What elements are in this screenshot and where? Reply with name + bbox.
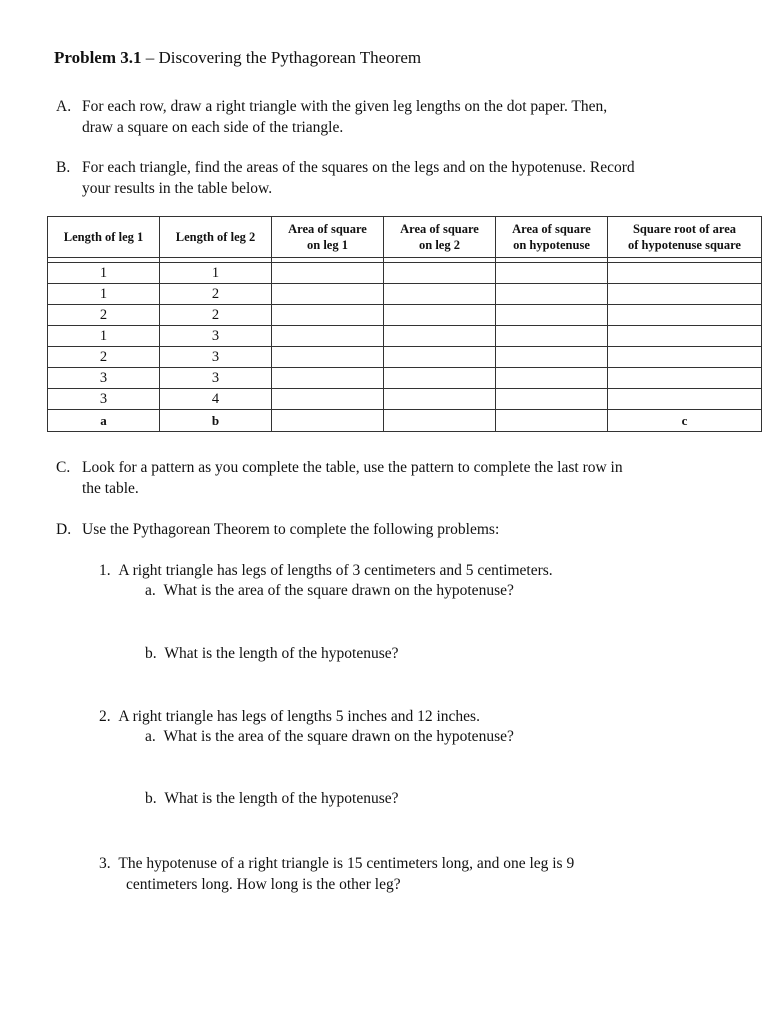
question-2-number: 2. — [99, 708, 111, 725]
header-leg-1: Length of leg 1 — [48, 217, 160, 258]
table-row — [48, 389, 762, 410]
question-2b — [145, 790, 399, 808]
table-header-row — [48, 217, 762, 258]
cell-area-leg-1 — [272, 389, 384, 410]
cell-square-root — [608, 263, 762, 284]
cell-area-leg-2 — [384, 284, 496, 305]
cell-area-leg-2 — [384, 368, 496, 389]
question-1-number: 1. — [99, 562, 111, 579]
part-c-label: C. — [56, 459, 71, 476]
question-2-text: A right triangle has legs of lengths 5 inches and 12 inches. — [118, 708, 480, 725]
question-3-line-2: centimeters long. How long is the other leg? — [126, 876, 401, 893]
cell-square-root — [608, 284, 762, 305]
cell-leg-1: 1 — [48, 263, 160, 284]
table-row — [48, 263, 762, 284]
question-3-number: 3. — [99, 855, 111, 872]
cell-area-leg-2 — [384, 347, 496, 368]
cell-square-root — [608, 389, 762, 410]
cell-leg-2: 2 — [160, 305, 272, 326]
question-2 — [99, 708, 480, 726]
problem-title: – Discovering the Pythagorean Theorem — [141, 48, 422, 67]
cell-leg-1: 3 — [48, 368, 160, 389]
part-d-line-1: Use the Pythagorean Theorem to complete the following problems: — [82, 521, 500, 538]
cell-leg-1: 1 — [48, 284, 160, 305]
cell-leg-2: 1 — [160, 263, 272, 284]
header-area-leg-1: Area of square on leg 1 — [272, 217, 384, 258]
cell-area-leg-1 — [272, 326, 384, 347]
table-row — [48, 305, 762, 326]
cell-area-hypotenuse — [496, 368, 608, 389]
table-row-variables — [48, 410, 762, 432]
part-b — [56, 157, 635, 199]
cell-leg-2: 2 — [160, 284, 272, 305]
table-row — [48, 368, 762, 389]
cell-area-leg-1 — [272, 284, 384, 305]
results-table — [47, 216, 762, 432]
cell-square-root — [608, 347, 762, 368]
cell-area-leg-1 — [272, 410, 384, 432]
question-1a-text: What is the area of the square drawn on the hypotenuse? — [163, 582, 514, 599]
cell-leg-1: 3 — [48, 389, 160, 410]
question-1a-label: a. — [145, 582, 156, 599]
cell-leg-1: 1 — [48, 326, 160, 347]
cell-area-leg-2 — [384, 263, 496, 284]
cell-square-root: c — [608, 410, 762, 432]
cell-leg-2: 3 — [160, 347, 272, 368]
cell-area-leg-1 — [272, 347, 384, 368]
cell-square-root — [608, 305, 762, 326]
problem-number: Problem 3.1 — [54, 48, 142, 67]
table-row — [48, 284, 762, 305]
cell-leg-2: b — [160, 410, 272, 432]
cell-area-leg-2 — [384, 326, 496, 347]
part-c-line-2: the table. — [82, 480, 139, 497]
cell-area-hypotenuse — [496, 410, 608, 432]
cell-leg-1: 2 — [48, 347, 160, 368]
part-a-line-1: For each row, draw a right triangle with the given leg lengths on the dot paper. Then, — [82, 98, 608, 115]
question-2a — [145, 728, 514, 746]
part-d — [56, 519, 499, 540]
cell-leg-1: 2 — [48, 305, 160, 326]
question-2b-label: b. — [145, 790, 157, 807]
part-a-line-2: draw a square on each side of the triangle. — [82, 119, 344, 136]
cell-leg-1: a — [48, 410, 160, 432]
header-square-root: Square root of area of hypotenuse square — [608, 217, 762, 258]
question-1b-label: b. — [145, 645, 157, 662]
question-1 — [99, 562, 553, 580]
page-title — [54, 48, 421, 68]
question-3 — [99, 853, 574, 895]
question-1a — [145, 582, 514, 600]
cell-area-hypotenuse — [496, 326, 608, 347]
question-2a-text: What is the area of the square drawn on the hypotenuse? — [163, 728, 514, 745]
header-area-leg-2: Area of square on leg 2 — [384, 217, 496, 258]
question-1-text: A right triangle has legs of lengths of 3 centimeters and 5 centimeters. — [118, 562, 553, 579]
cell-area-leg-1 — [272, 368, 384, 389]
part-c-line-1: Look for a pattern as you complete the table, use the pattern to complete the last row in — [82, 459, 623, 476]
cell-area-hypotenuse — [496, 263, 608, 284]
cell-area-hypotenuse — [496, 305, 608, 326]
question-2a-label: a. — [145, 728, 156, 745]
cell-area-leg-2 — [384, 410, 496, 432]
part-a — [56, 96, 607, 138]
part-c — [56, 457, 623, 499]
cell-leg-2: 4 — [160, 389, 272, 410]
question-1b — [145, 645, 399, 663]
cell-area-hypotenuse — [496, 347, 608, 368]
cell-area-leg-1 — [272, 263, 384, 284]
cell-square-root — [608, 368, 762, 389]
part-a-label: A. — [56, 98, 72, 115]
cell-leg-2: 3 — [160, 368, 272, 389]
cell-leg-2: 3 — [160, 326, 272, 347]
question-2b-text: What is the length of the hypotenuse? — [164, 790, 399, 807]
table-row — [48, 347, 762, 368]
part-b-label: B. — [56, 159, 71, 176]
part-d-label: D. — [56, 521, 72, 538]
header-leg-2: Length of leg 2 — [160, 217, 272, 258]
question-3-line-1: The hypotenuse of a right triangle is 15 centimeters long, and one leg is 9 — [118, 855, 575, 872]
cell-area-hypotenuse — [496, 389, 608, 410]
cell-area-hypotenuse — [496, 284, 608, 305]
header-area-hypotenuse: Area of square on hypotenuse — [496, 217, 608, 258]
table-row — [48, 326, 762, 347]
part-b-line-1: For each triangle, find the areas of the squares on the legs and on the hypotenuse. Record — [82, 159, 635, 176]
cell-area-leg-1 — [272, 305, 384, 326]
cell-square-root — [608, 326, 762, 347]
question-1b-text: What is the length of the hypotenuse? — [164, 645, 399, 662]
cell-area-leg-2 — [384, 305, 496, 326]
cell-area-leg-2 — [384, 389, 496, 410]
part-b-line-2: your results in the table below. — [82, 180, 273, 197]
